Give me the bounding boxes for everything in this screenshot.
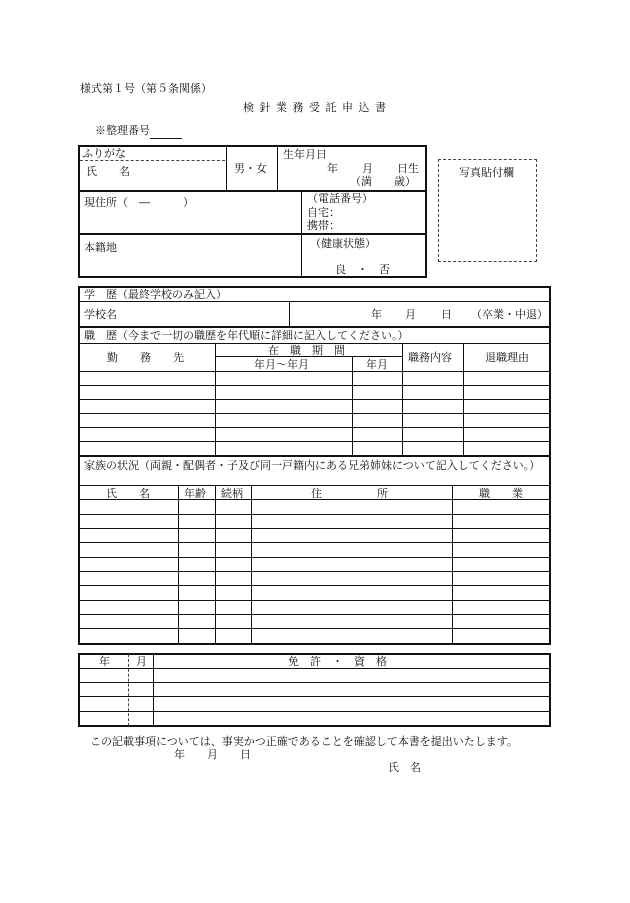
edu-year-label: 年	[371, 308, 382, 321]
period-range-header: 年月～年月	[254, 358, 309, 371]
duties-header: 職務内容	[408, 351, 452, 364]
name-label: 氏 名	[86, 165, 130, 178]
date-line: 年 月 日	[174, 748, 251, 761]
graduation-status[interactable]: （卒業・中退）	[471, 308, 548, 321]
period-length-header: 年月	[366, 358, 388, 371]
family-age-header: 年齢	[184, 487, 206, 500]
table-row	[79, 399, 550, 400]
table-row	[79, 427, 550, 428]
workplace-header: 勤 務 先	[107, 351, 184, 364]
gender-selector[interactable]: 男・女	[234, 162, 267, 175]
health-label: （健康状態）	[310, 237, 376, 250]
birth-year-label: 年	[327, 162, 338, 175]
signature-label: 氏 名	[388, 761, 421, 774]
photo-label: 写真貼付欄	[459, 166, 514, 179]
birth-day-label: 日生	[397, 162, 419, 175]
career-section-label: 職 歴（今まで一切の職歴を年代順に詳細に記入してください。）	[84, 329, 409, 342]
table-row	[79, 385, 550, 386]
reference-number-field[interactable]	[150, 138, 182, 139]
declaration-text: この記載事項については、事実かつ正確であることを確認して本書を提出いたします。	[90, 735, 518, 748]
page-title: 検 針 業 務 受 託 申 込 書	[243, 101, 387, 114]
reference-number-label: ※整理番号	[95, 124, 150, 137]
health-options[interactable]: 良 ・ 否	[335, 263, 390, 276]
family-section-label: 家族の状況（両親・配偶者・子及び同一戸籍内にある兄弟姉妹について記入してください。）	[84, 459, 541, 472]
table-row	[79, 711, 550, 712]
period-header: 在 職 期 間	[268, 344, 345, 357]
family-relation-header: 続柄	[221, 487, 243, 500]
furigana-label: ふりがな	[82, 147, 126, 160]
license-year-header: 年	[99, 655, 110, 668]
table-row	[79, 542, 550, 543]
table-row	[79, 413, 550, 414]
table-row	[79, 682, 550, 683]
reason-header: 退職理由	[485, 351, 529, 364]
table-row	[79, 441, 550, 442]
table-row	[79, 528, 550, 529]
mobile-phone-label: 携帯：	[307, 219, 340, 232]
birthdate-label: 生年月日	[283, 148, 327, 161]
table-row	[79, 696, 550, 697]
table-row	[79, 514, 550, 515]
phone-label: （電話番号）	[307, 192, 373, 205]
address-label: 現住所（ ― ）	[84, 196, 194, 209]
education-section-label: 学 歴（最終学校のみ記入）	[84, 288, 227, 301]
home-phone-label: 自宅：	[307, 206, 340, 219]
table-row	[79, 600, 550, 601]
form-number: 様式第１号（第５条関係）	[80, 82, 212, 95]
edu-day-label: 日	[441, 308, 452, 321]
table-row	[79, 571, 550, 572]
school-name-label: 学校名	[84, 308, 117, 321]
table-row	[79, 557, 550, 558]
family-occupation-header: 職 業	[479, 487, 523, 500]
family-address-header: 住 所	[311, 487, 388, 500]
license-header: 免 許 ・ 資 格	[288, 655, 387, 668]
table-row	[79, 628, 550, 629]
domicile-label: 本籍地	[84, 241, 117, 254]
table-row	[79, 585, 550, 586]
edu-month-label: 月	[405, 308, 416, 321]
family-name-header: 氏 名	[106, 487, 150, 500]
table-row	[79, 614, 550, 615]
age-label: （満 歳）	[350, 175, 416, 188]
birth-month-label: 月	[362, 162, 373, 175]
license-month-header: 月	[136, 655, 147, 668]
